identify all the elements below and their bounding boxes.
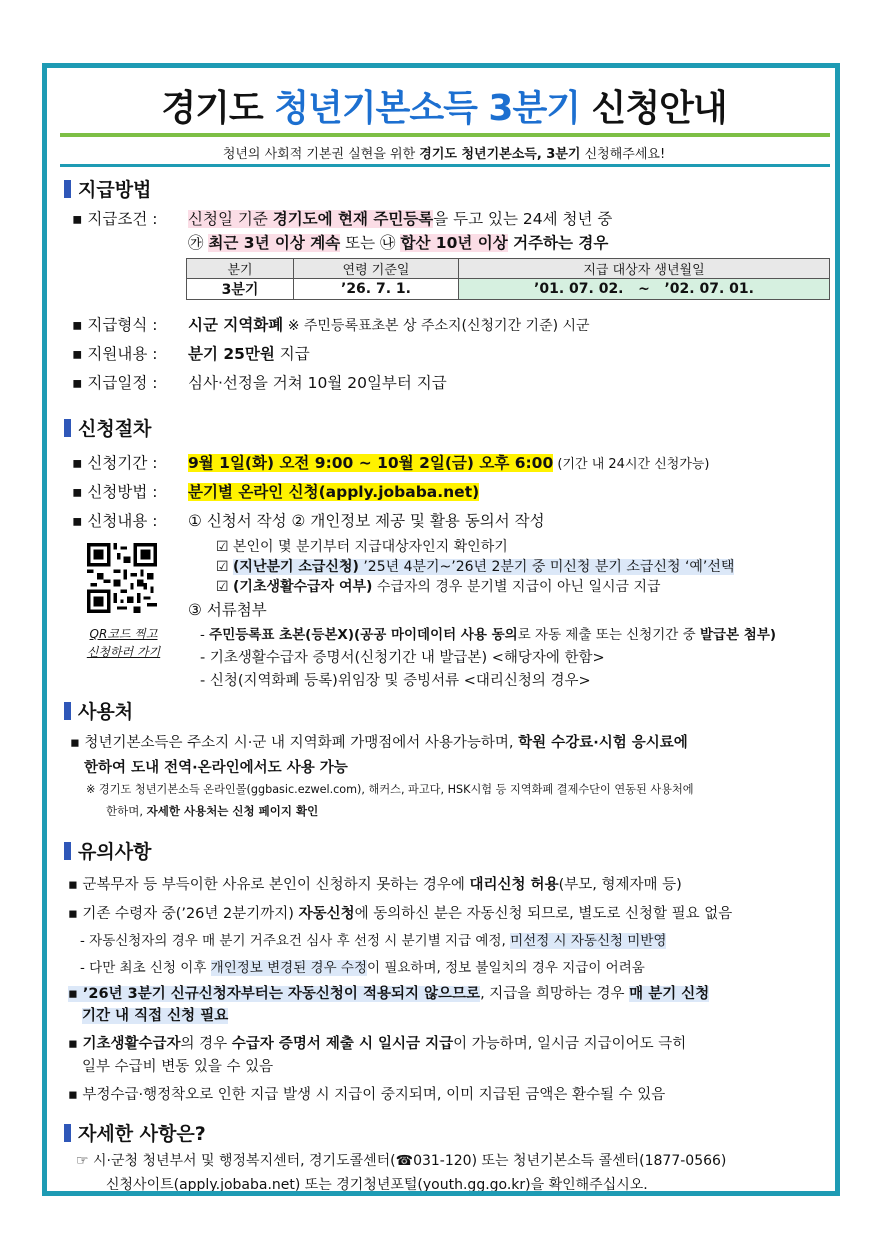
- note-line: 일부 수급비 변동 있을 수 있음: [82, 1059, 274, 1075]
- section-bar-icon: [64, 419, 71, 437]
- table-header: 연령 기준일: [294, 259, 459, 279]
- note-line: - 다만 최초 신청 이후 개인정보 변경된 경우 수정이 필요하며, 정보 불일치의 경우 지급이 어려움: [80, 960, 645, 976]
- section-bar-icon: [64, 180, 71, 198]
- docs-heading: ③ 서류첨부: [188, 601, 267, 619]
- section-bar-icon: [64, 702, 71, 720]
- note-line: ▪ 기존 수령자 중(’26년 2분기까지) 자동신청에 동의하신 분은 자동신청 되므로, 별도로 신청할 필요 없음: [68, 906, 733, 922]
- usage-line: ▪ 청년기본소득은 주소지 시·군 내 지역화폐 가맹점에서 사용가능하며, 학원 수강료·시험 응시료에: [70, 735, 688, 751]
- eligibility-table: [186, 258, 830, 300]
- section-bar-icon: [64, 842, 71, 860]
- qr-caption[interactable]: QR코드 찍고: [89, 627, 158, 641]
- page-title: 경기도 청년기본소득 3분기 신청안내: [161, 88, 727, 129]
- table-header: 지급 대상자 생년월일: [459, 259, 830, 279]
- table-cell: ’01. 07. 02. ~ ’02. 07. 01.: [459, 279, 830, 300]
- note-line: 기간 내 직접 신청 필요: [82, 1008, 229, 1024]
- qr-code[interactable]: [87, 543, 157, 613]
- subtitle-underline: [60, 164, 830, 167]
- section-heading-payment: 지급방법: [64, 175, 151, 202]
- note-line: ▪ 기초생활수급자의 경우 수급자 증명서 제출 시 일시금 지급이 가능하며, 일시금 지급이어도 극히: [68, 1036, 687, 1052]
- check-item: ☑ (지난분기 소급신청) ’25년 4분기~’26년 2분기 중 미신청 분기 소급신청 ‘예’선택: [216, 559, 735, 575]
- doc-item: - 주민등록표 초본(등본X)(공공 마이데이터 사용 동의로 자동 제출 또는 신청기간 중 발급본 첨부): [200, 627, 777, 643]
- table-cell: 3분기: [187, 279, 294, 300]
- contact-line: ☞ 시·군청 청년부서 및 행정복지센터, 경기도콜센터(☎031-120) 또는 청년기본소득 콜센터(1877-0566): [76, 1153, 727, 1169]
- page-subtitle: 청년의 사회적 기본권 실현을 위한 경기도 청년기본소득, 3분기 신청해주세요!: [222, 147, 666, 162]
- usage-note: 한하며, 자세한 사용처는 신청 페이지 확인: [106, 804, 319, 818]
- title-underline: [60, 133, 830, 137]
- usage-line: 한하여 도내 전역·온라인에서도 사용 가능: [84, 760, 348, 776]
- note-line: - 자동신청자의 경우 매 분기 거주요건 심사 후 선정 시 분기별 지급 예정, 미선정 시 자동신청 미반영: [80, 933, 667, 949]
- table-cell: ’26. 7. 1.: [294, 279, 459, 300]
- note-line: ▪ 군복무자 등 부득이한 사유로 본인이 신청하지 못하는 경우에 대리신청 허용(부모, 형제자매 등): [68, 877, 682, 893]
- section-heading-notes: 유의사항: [64, 837, 151, 864]
- doc-item: - 신청(지역화폐 등록)위임장 및 증빙서류 <대리신청의 경우>: [200, 673, 591, 689]
- section-heading-apply: 신청절차: [64, 414, 151, 441]
- section-heading-contact: 자세한 사항은?: [64, 1119, 206, 1146]
- usage-note: ※ 경기도 청년기본소득 온라인몰(ggbasic.ezwel.com), 해커스, 파고다, HSK시험 등 지역화폐 결제수단이 연동된 사용처에: [86, 783, 694, 796]
- qr-caption[interactable]: 신청하러 가기: [86, 645, 161, 659]
- note-line: ▪ 부정수급·행정착오로 인한 지급 발생 시 지급이 중지되며, 이미 지급된 금액은 환수될 수 있음: [68, 1087, 666, 1103]
- check-item: ☑ 본인이 몇 분기부터 지급대상자인지 확인하기: [216, 539, 508, 555]
- doc-item: - 기초생활수급자 증명서(신청기간 내 발급본) <해당자에 한함>: [200, 650, 605, 666]
- section-heading-usage: 사용처: [64, 697, 133, 724]
- note-line: ▪ ’26년 3분기 신규신청자부터는 자동신청이 적용되지 않으므로, 지급을 희망하는 경우 매 분기 신청: [68, 986, 710, 1002]
- table-header: 분기: [187, 259, 294, 279]
- contact-line: 신청사이트(apply.jobaba.net) 또는 경기청년포털(youth.gg.go.kr)을 확인해주십시오.: [106, 1177, 648, 1191]
- section-bar-icon: [64, 1124, 71, 1142]
- check-item: ☑ (기초생활수급자 여부) 수급자의 경우 분기별 지급이 아닌 일시금 지급: [216, 579, 661, 595]
